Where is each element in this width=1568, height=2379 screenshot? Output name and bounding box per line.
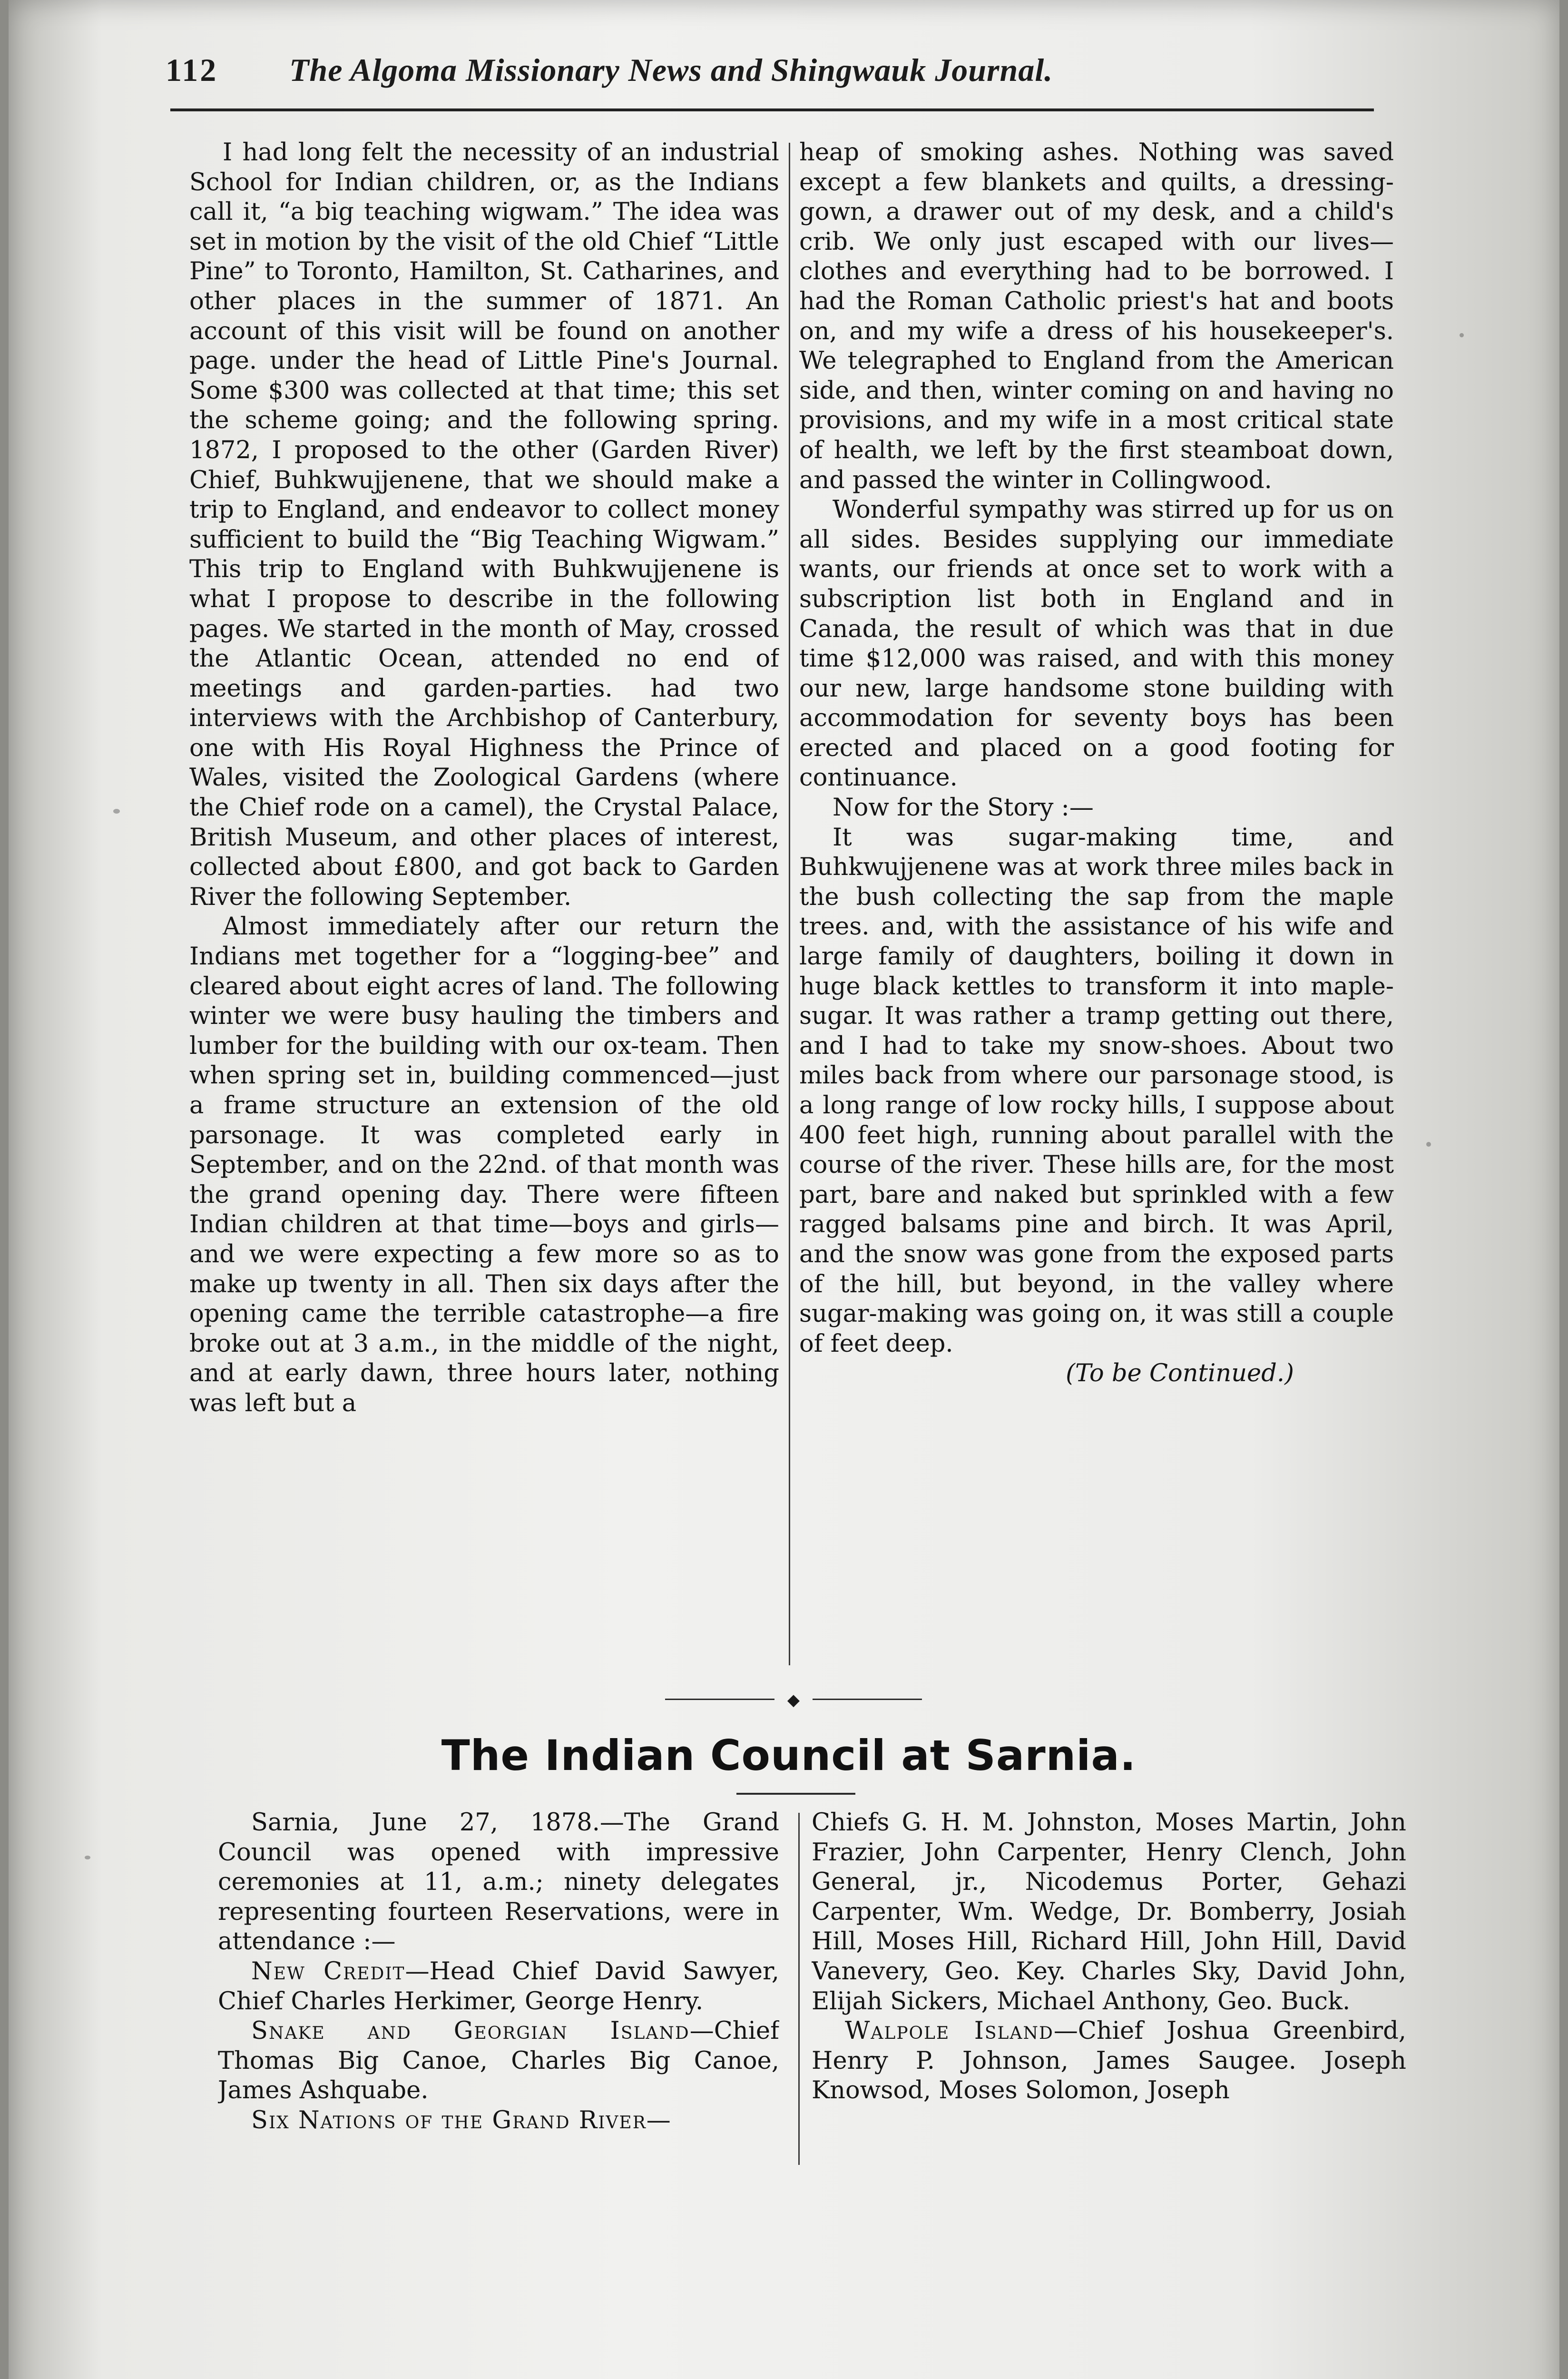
delegation-names: —Chief Thomas Big Canoe, Charles Big Canoe, James Ashquabe.: [218, 2017, 779, 2105]
article-paragraph: It was sugar-making time, and Buhkwujjenene was at work three miles back in the bush collecting the sap from the maple trees. and, with the assistance of his wife and large family of daughters, boiling it down in huge black kettles to transform it into maple-sugar. It was rather a tramp getting out there, and I had to take my snow-shoes. About two miles back from where our parsonage stood, is a long range of low rocky hills, I suppose about 400 feet high, running about parallel with the course of the river. These hills are, for the most part, bare and naked but sprinkled with a few ragged balsams pine and birch. It was April, and the snow was gone from the exposed parts of the hill, but beyond, in the valley where sugar-making was going on, it was still a couple of feet deep.: [799, 823, 1394, 1358]
delegation-walpole-island: [812, 2016, 1406, 2106]
ornament-diamond-icon: ◆: [787, 1691, 800, 1710]
header-rule: [170, 108, 1374, 111]
delegation-label: Walpole Island: [845, 2017, 1054, 2045]
delegation-six-nations: [218, 2106, 779, 2136]
delegation-snake-island: [218, 2016, 779, 2106]
delegation-new-credit: [218, 1957, 779, 2016]
council-intro: Sarnia, June 27, 1878.—The Grand Council was opened with impressive ceremonies at 11, a.m.; ninety delegates representing fourteen Reservations, were in attendance :—: [218, 1809, 779, 1956]
delegation-names: —: [646, 2106, 671, 2134]
running-head: [166, 44, 1402, 96]
delegation-names: —Chief Joshua Greenbird, Henry P. Johnson, James Saugee. Joseph Knowsod, Moses Solomon, Joseph: [812, 2017, 1406, 2105]
delegation-label: New Credit: [251, 1957, 405, 1986]
newspaper-page: [9, 0, 1559, 2379]
council-column-left: [218, 1808, 779, 2170]
page-number: 112: [166, 52, 218, 88]
section-ornament: [665, 1690, 922, 1709]
delegation-six-nations-continued: Chiefs G. H. M. Johnston, Moses Martin, John Frazier, John Carpenter, Henry Clench, John General, jr., Nicodemus Porter, Gehazi Carpenter, Wm. Wedge, Dr. Bomberry, Josiah Hill, Moses Hill, Richard Hill, John Hill, David Vanevery, Geo. Key. Charles Sky, David John, Elijah Sickers, Michael Anthony, Geo. Buck.: [812, 1809, 1406, 2015]
delegation-label: Snake and Georgian Island: [251, 2017, 690, 2045]
paper-speck: [1460, 333, 1464, 337]
article-paragraph: Almost immediately after our return the Indians met together for a “logging-bee” and cleared about eight acres of land. The following winter we were busy hauling the timbers and lumber for the building with our ox-team. Then when spring set in, building commenced—just a frame structure an extension of the old parsonage. It was completed early in September, and on the 22nd. of that month was the grand opening day. There were fifteen Indian children at that time—boys and girls—and we were expecting a few more so as to make up twenty in all. Then six days after the opening came the terrible catastrophe—a fire broke out at 3 a.m., in the middle of the night, and at early dawn, three hours later, nothing was left but a: [189, 913, 779, 1417]
journal-title: The Algoma Missionary News and Shingwauk Journal.: [289, 52, 1053, 88]
paper-speck: [85, 1856, 90, 1859]
paper-speck: [113, 809, 120, 814]
article-paragraph: Wonderful sympathy was stirred up for us on all sides. Besides supplying our immediate wants, our friends at once set to work with a subscription list both in England and in Canada, the result of which was that in due time $12,000 was raised, and with this money our new, large handsome stone building with accommodation for seventy boys has been erected and placed on a good footing for continuance.: [799, 496, 1394, 792]
to-be-continued: (To be Continued.): [1066, 1359, 1294, 1388]
article-paragraph: Now for the Story :—: [833, 794, 1094, 822]
article-column-left: [189, 138, 779, 1670]
ornament-line: [665, 1699, 774, 1700]
column-divider: [798, 1813, 800, 2165]
section-title: The Indian Council at Sarnia.: [441, 1731, 1137, 1780]
article-column-right: [799, 138, 1394, 1622]
column-divider: [789, 143, 790, 1665]
article-paragraph: I had long felt the necessity of an industrial School for Indian children, or, as the Indians call it, “a big teaching wigwam.” The idea was set in motion by the visit of the old Chief “Little Pine” to Toronto, Hamilton, St. Catharines, and other places in the summer of 1871. An account of this visit will be found on another page. under the head of Little Pine's Journal. Some $300 was collected at that time; this set the scheme going; and the following spring. 1872, I proposed to the other (Garden River) Chief, Buhkwujjenene, that we should make a trip to England, and endeavor to collect money sufficient to build the “Big Teaching Wigwam.” This trip to England with Buhkwujjenene is what I propose to describe in the following pages. We started in the month of May, crossed the Atlantic Ocean, attended no end of meetings and garden-parties. had two interviews with the Archbishop of Canterbury, one with His Royal Highness the Prince of Wales, visited the Zoological Gardens (where the Chief rode on a camel), the Crystal Palace, British Museum, and other places of interest, collected about £800, and got back to Garden River the following September.: [189, 138, 779, 911]
paper-speck: [1426, 1142, 1431, 1147]
delegation-label: Six Nations of the Grand River: [251, 2106, 647, 2134]
ornament-line: [813, 1699, 922, 1700]
council-column-right: [812, 1808, 1406, 2170]
article-paragraph-continued: heap of smoking ashes. Nothing was saved except a few blankets and quilts, a dressing-gown, a drawer out of my desk, and a child's crib. We only just escaped with our lives—clothes and everything had to be borrowed. I had the Roman Catholic priest's hat and boots on, and my wife a dress of his housekeeper's. We telegraphed to England from the American side, and then, winter coming on and having no provisions, and my wife in a most critical state of health, we left by the first steamboat down, and passed the winter in Collingwood.: [799, 138, 1394, 494]
delegation-names: —Head Chief David Sawyer, Chief Charles Herkimer, George Henry.: [218, 1957, 779, 2015]
title-rule: [736, 1793, 855, 1795]
